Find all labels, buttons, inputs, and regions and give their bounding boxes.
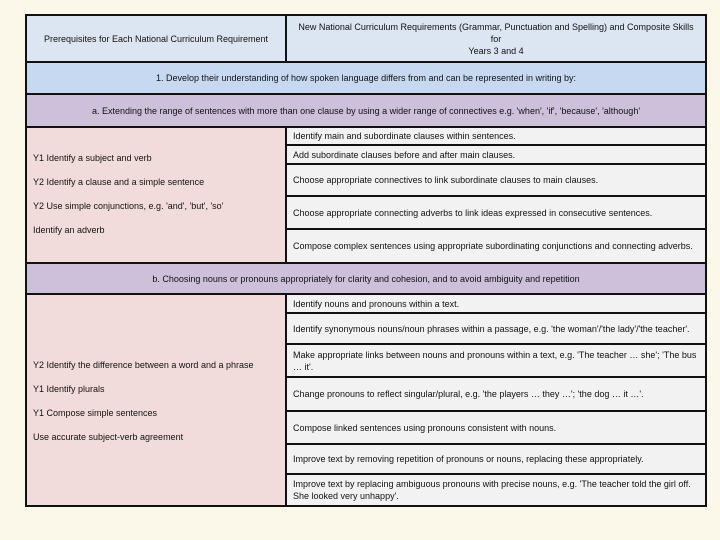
requirement-item: Compose linked sentences using pronouns consistent with nouns. — [285, 410, 707, 445]
requirement-item: Identify synonymous nouns/noun phrases within a passage, e.g. 'the woman'/'the lady'/'the teacher'. — [285, 312, 707, 345]
requirement-item: Make appropriate links between nouns and pronouns within a text, e.g. 'The teacher … she'; 'The bus … it'. — [285, 343, 707, 378]
prerequisite-item: Y2 Identify a clause and a simple sentence — [33, 177, 205, 187]
requirement-item: Identify main and subordinate clauses within sentences. — [285, 126, 707, 146]
prerequisite-item: Y1 Identify plurals — [33, 384, 105, 394]
objective-row: 1. Develop their understanding of how spoken language differs from and can be represented in writing by: — [25, 61, 707, 95]
header-requirements-line1: New National Curriculum Requirements (Grammar, Punctuation and Spelling) and Composite Skills for — [298, 21, 694, 44]
requirement-item: Choose appropriate connecting adverbs to link ideas expressed in consecutive sentences. — [285, 195, 707, 230]
prerequisite-item: Identify an adverb — [33, 225, 105, 235]
requirement-item: Improve text by replacing ambiguous pronouns with precise nouns, e.g. 'The teacher told the girl off. She looked very unhappy'. — [285, 473, 707, 507]
prerequisite-item: Y2 Identify the difference between a word and a phrase — [33, 360, 254, 370]
requirement-item: Change pronouns to reflect singular/plural, e.g. 'the players … they …'; 'the dog … it …'. — [285, 376, 707, 412]
section-a-prerequisites — [25, 126, 287, 264]
header-requirements-line2: Years 3 and 4 — [468, 45, 524, 56]
prerequisite-item: Y2 Use simple conjunctions, e.g. 'and', 'but', 'so' — [33, 201, 224, 211]
requirement-item: Add subordinate clauses before and after main clauses. — [285, 144, 707, 165]
requirement-item: Identify nouns and pronouns within a text. — [285, 293, 707, 314]
header-prerequisites: Prerequisites for Each National Curriculum Requirement — [25, 14, 287, 63]
section-a-title: a. Extending the range of sentences with more than one clause by using a wider range of connectives e.g. 'when', 'if', 'because', 'although' — [25, 93, 707, 128]
requirement-item: Compose complex sentences using appropriate subordinating conjunctions and connecting adverbs. — [285, 228, 707, 264]
prerequisite-item: Use accurate subject-verb agreement — [33, 432, 184, 442]
requirement-item: Choose appropriate connectives to link subordinate clauses to main clauses. — [285, 163, 707, 197]
section-b-title: b. Choosing nouns or pronouns appropriately for clarity and cohesion, and to avoid ambiguity and repetition — [25, 262, 707, 295]
prerequisite-item: Y1 Identify a subject and verb — [33, 153, 152, 163]
prerequisite-item: Y1 Compose simple sentences — [33, 408, 158, 418]
requirement-item: Improve text by removing repetition of pronouns or nouns, replacing these appropriately. — [285, 443, 707, 475]
header-requirements — [285, 14, 707, 63]
section-b-prerequisites — [25, 293, 287, 507]
